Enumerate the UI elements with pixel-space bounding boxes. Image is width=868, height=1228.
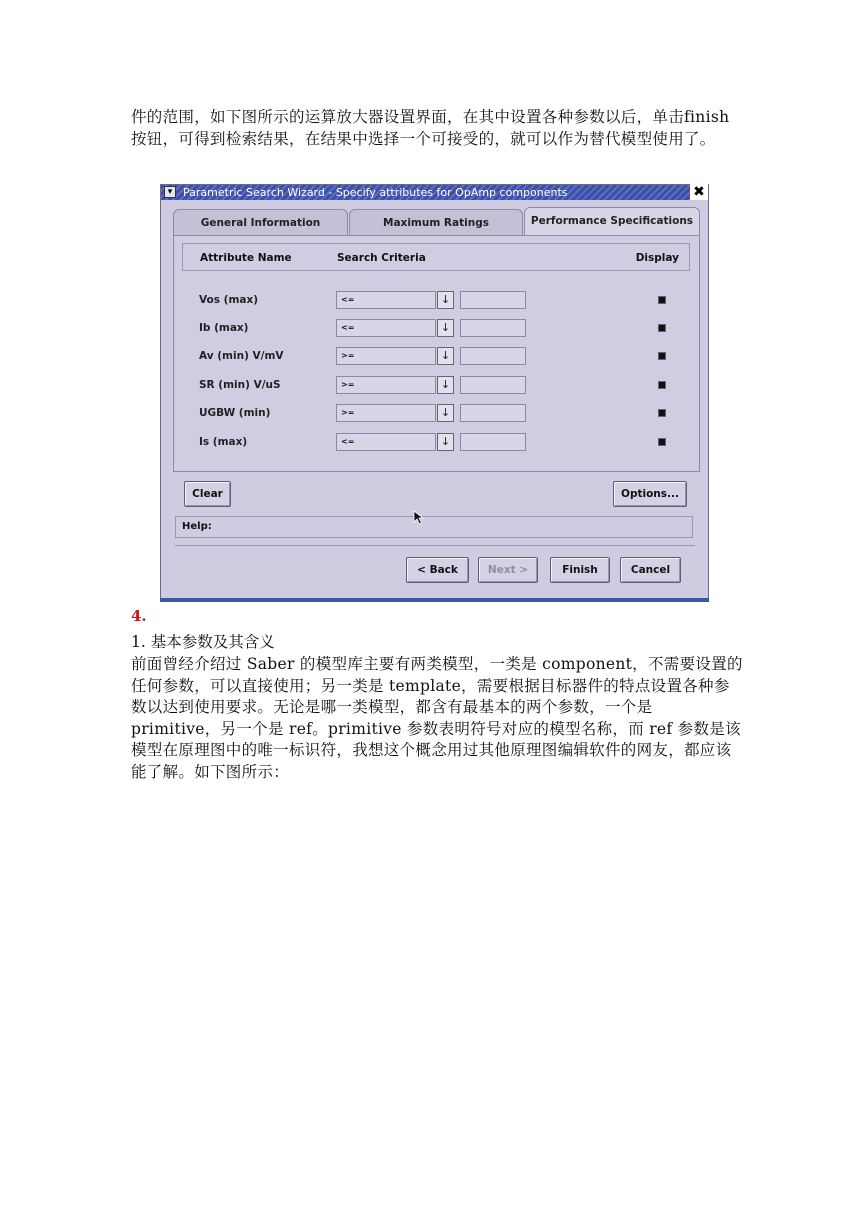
tab-general-information[interactable]: General Information [173,209,348,235]
criteria-operator-select[interactable]: >= [336,347,436,365]
criteria-operator-select[interactable]: >= [336,404,436,422]
header-display: Display [635,252,679,264]
display-checkbox[interactable] [658,438,666,446]
display-checkbox[interactable] [658,352,666,360]
divider [175,545,695,546]
section-number: 4. [131,607,147,625]
dropdown-arrow-icon[interactable]: ↓ [437,404,454,422]
display-checkbox[interactable] [658,324,666,332]
header-attribute-name: Attribute Name [200,252,292,264]
mouse-pointer-icon [413,510,425,526]
title-bar[interactable] [161,185,708,200]
window-bottom-border [160,598,709,602]
window-menu-icon[interactable]: ▾ [164,186,176,198]
attributes-panel [173,235,700,472]
tab-performance-specifications[interactable]: Performance Specifications [524,207,700,235]
table-row [174,291,699,311]
criteria-value-input[interactable] [460,291,526,309]
dropdown-arrow-icon[interactable]: ↓ [437,433,454,451]
criteria-operator-select[interactable]: <= [336,319,436,337]
table-row [174,319,699,339]
next-button[interactable]: Next > [478,557,538,583]
table-row [174,404,699,424]
display-checkbox[interactable] [658,296,666,304]
table-row [174,347,699,367]
display-checkbox[interactable] [658,381,666,389]
clear-button[interactable]: Clear [184,481,231,507]
table-row [174,376,699,396]
attribute-label: SR (min) V/uS [199,379,281,391]
tab-maximum-ratings[interactable]: Maximum Ratings [349,209,523,235]
criteria-operator-select[interactable]: >= [336,376,436,394]
finish-button[interactable]: Finish [550,557,610,583]
options-button[interactable]: Options... [613,481,687,507]
intro-paragraph: 件的范围，如下图所示的运算放大器设置界面，在其中设置各种参数以后，单击finish 按钮，可得到检索结果，在结果中选择一个可接受的，就可以作为替代模型使用了。 [131,108,730,148]
dropdown-arrow-icon[interactable]: ↓ [437,319,454,337]
back-button[interactable]: < Back [406,557,469,583]
help-bar: Help: [175,516,693,538]
table-row [174,433,699,453]
subheading: 1. 基本参数及其含义 [131,633,275,651]
window-title: Parametric Search Wizard - Specify attributes for OpAmp components [183,186,568,199]
attribute-label: Vos (max) [199,294,259,306]
criteria-value-input[interactable] [460,404,526,422]
criteria-value-input[interactable] [460,319,526,337]
criteria-operator-select[interactable]: <= [336,291,436,309]
close-icon[interactable]: ✖ [690,184,708,200]
header-search-criteria: Search Criteria [337,252,426,264]
criteria-operator-select[interactable]: <= [336,433,436,451]
table-header [182,243,690,271]
dropdown-arrow-icon[interactable]: ↓ [437,376,454,394]
display-checkbox[interactable] [658,409,666,417]
dropdown-arrow-icon[interactable]: ↓ [437,347,454,365]
dropdown-arrow-icon[interactable]: ↓ [437,291,454,309]
attribute-label: Ib (max) [199,322,249,334]
criteria-value-input[interactable] [460,347,526,365]
cancel-button[interactable]: Cancel [620,557,681,583]
attribute-label: Av (min) V/mV [199,350,284,362]
attribute-label: UGBW (min) [199,407,271,419]
criteria-value-input[interactable] [460,433,526,451]
attribute-label: Is (max) [199,436,248,448]
parametric-search-wizard-window [160,184,709,599]
criteria-value-input[interactable] [460,376,526,394]
body-paragraph: 前面曾经介绍过 Saber 的模型库主要有两类模型，一类是 component，不需要设置的任何参数，可以直接使用；另一类是 template，需要根据目标器件的特点设置各种参数以达到使用要求。无论是哪一类模型，都含有最基本的两个参数，一个是 primitive，另一个是 ref。primitive 参数表明符号对应的模型名称，而 ref 参数是该模型在原理图中的唯一标识符，我想这个概念用过其他原理图编辑软件的网友，都应该能了解。如下图所示： [131,655,743,781]
